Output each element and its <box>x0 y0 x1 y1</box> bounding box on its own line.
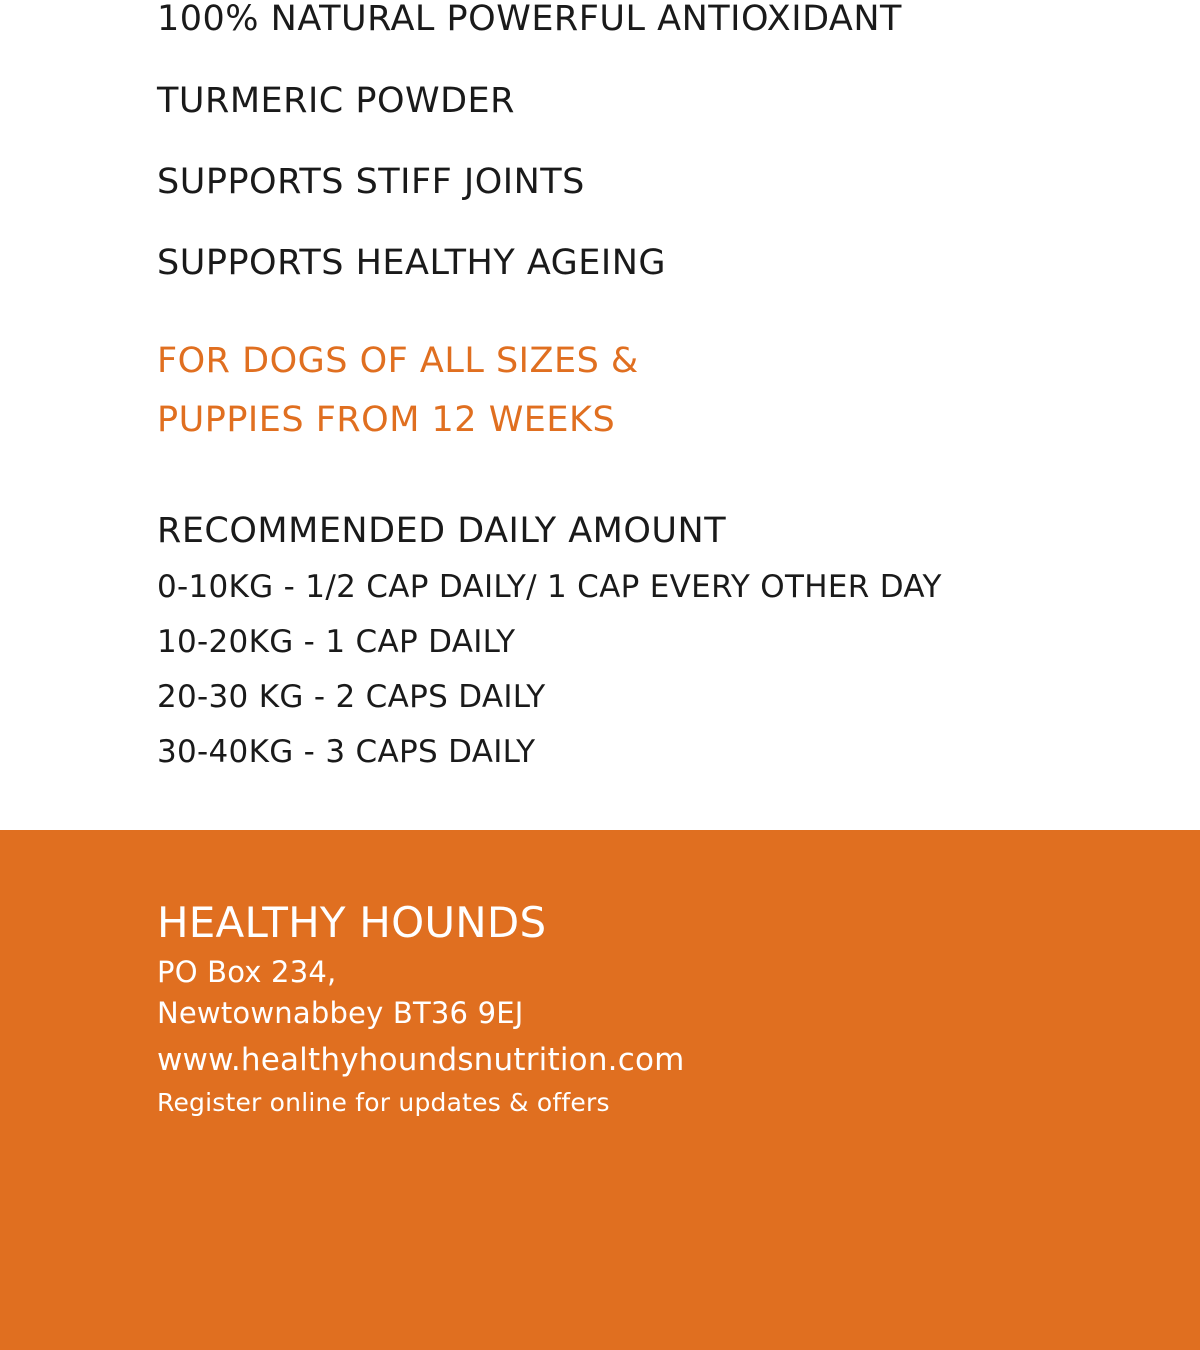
dosage-row: 10-20KG - 1 CAP DAILY <box>157 624 516 660</box>
dosage-row: 0-10KG - 1/2 CAP DAILY/ 1 CAP EVERY OTHER DAY <box>157 569 942 605</box>
audience-line-2: PUPPIES FROM 12 WEEKS <box>157 400 616 440</box>
feature-turmeric: TURMERIC POWDER <box>157 81 515 121</box>
brand-name: HEALTHY HOUNDS <box>157 898 547 947</box>
dosage-row: 20-30 KG - 2 CAPS DAILY <box>157 679 546 715</box>
dosage-row: 30-40KG - 3 CAPS DAILY <box>157 734 536 770</box>
audience-line-1: FOR DOGS OF ALL SIZES & <box>157 341 639 381</box>
feature-antioxidant: 100% NATURAL POWERFUL ANTIOXIDANT <box>157 0 902 39</box>
feature-joints: SUPPORTS STIFF JOINTS <box>157 162 585 202</box>
feature-ageing: SUPPORTS HEALTHY AGEING <box>157 243 667 283</box>
register-note: Register online for updates & offers <box>157 1088 610 1117</box>
dosage-title: RECOMMENDED DAILY AMOUNT <box>157 511 727 551</box>
contact-footer <box>0 830 1200 1350</box>
address-line-1: PO Box 234, <box>157 955 337 989</box>
address-line-2: Newtownabbey BT36 9EJ <box>157 996 524 1030</box>
website-url: www.healthyhoundsnutrition.com <box>157 1042 685 1078</box>
